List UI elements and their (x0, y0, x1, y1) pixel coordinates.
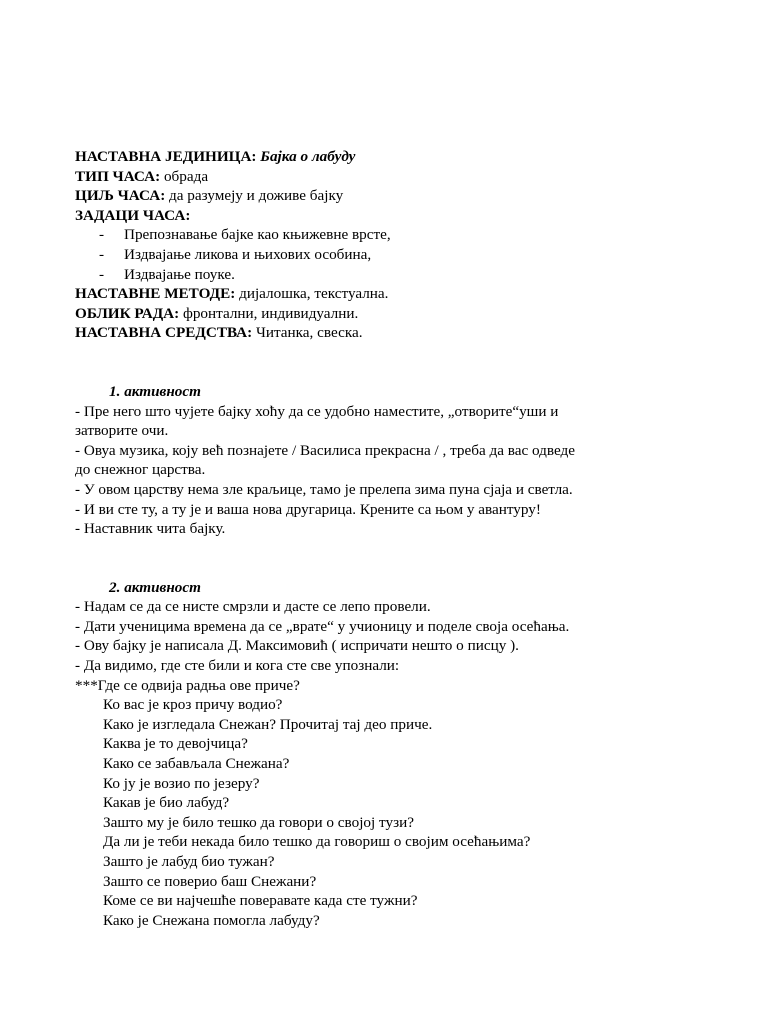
spacer (75, 343, 715, 382)
task-item (75, 245, 715, 265)
type-row (75, 167, 715, 187)
goal-value: да разумеју и доживе бајку (169, 187, 344, 205)
activity1-line: до снежног царства. (75, 461, 206, 479)
type-value: обрада (163, 167, 209, 185)
task-item (75, 225, 715, 245)
question-item: Зашто се поверио баш Снежани? (103, 872, 317, 890)
bullet-dash: - (99, 265, 105, 283)
activity1-line: - Овуа музика, коју већ познајете / Василиса прекрасна / , треба да вас одведе (75, 441, 575, 459)
goal-label: ЦИЉ ЧАСА: (75, 187, 166, 205)
question-item: Какав је био лабуд? (103, 794, 230, 812)
methods-value: дијалошка, текстуална. (239, 285, 389, 303)
activity2-line: - Надам се да се нисте смрзли и дасте се лепо провели. (75, 598, 431, 616)
activity1-title: 1. активност (109, 382, 201, 400)
methods-row (75, 284, 715, 304)
first-question: ***Где се одвија радња ове приче? (75, 676, 300, 694)
means-row (75, 323, 715, 343)
bullet-dash: - (99, 245, 105, 263)
unit-row (75, 147, 715, 167)
question-item: Како је Снежана помогла лабуду? (103, 911, 320, 929)
form-label: ОБЛИК РАДА: (75, 304, 180, 322)
bullet-dash: - (99, 226, 105, 244)
question-item: Ко вас је кроз причу водио? (103, 696, 283, 714)
question-item: Коме се ви најчешће поверавате када сте тужни? (103, 892, 418, 910)
means-label: НАСТАВНА СРЕДСТВА: (75, 324, 253, 342)
task-item (75, 265, 715, 285)
question-item: Како је изгледала Снежан? Прочитај тај део приче. (103, 715, 433, 733)
question-item: Зашто му је било тешко да говори о својој тузи? (103, 813, 414, 831)
form-value: фронтални, индивидуални. (183, 304, 359, 322)
question-item: Зашто је лабуд био тужан? (103, 853, 275, 870)
question-item: Да ли је теби некада било тешко да говориш о својим осећањима? (103, 833, 531, 851)
activity2-title: 2. активност (109, 578, 201, 596)
activity1-line: - У овом царству нема зле краљице, тамо је прелепа зима пуна сјаја и светла. (75, 480, 573, 498)
task-text: Препознавање бајке као књижевне врсте, (124, 226, 391, 244)
spacer (75, 539, 715, 578)
type-label: ТИП ЧАСА: (75, 167, 161, 185)
activity1-line: - Пре него што чујете бајку хоћу да се удобно наместите, „отворите“уши и (75, 402, 559, 420)
question-item: Како се забављала Снежана? (103, 755, 290, 773)
activity2-line: - Дати ученицима времена да се „врате“ у учионицу и поделе своја осећања. (75, 617, 570, 635)
document-page (75, 147, 715, 930)
tasks-label: ЗАДАЦИ ЧАСА: (75, 206, 191, 224)
activity1-line: затворите очи. (75, 422, 169, 440)
methods-label: НАСТАВНЕ МЕТОДЕ: (75, 285, 236, 303)
task-text: Издвајање ликова и њихових особина, (124, 245, 372, 263)
activity1-line: - И ви сте ту, а ту је и ваша нова другарица. Крените са њом у авантуру! (75, 500, 541, 518)
activity2-line: - Да видимо, где сте били и кога сте све упознали: (75, 657, 400, 675)
goal-row (75, 186, 715, 206)
tasks-row (75, 206, 715, 226)
unit-label: НАСТАВНА ЈЕДИНИЦА: (75, 148, 257, 165)
task-text: Издвајање поуке. (124, 265, 235, 283)
activity1-line: - Наставник чита бајку. (75, 520, 226, 538)
question-item: Каква је то девојчица? (103, 735, 248, 753)
activity2-line: - Ову бајку је написала Д. Максимовић ( испричати нешто о писцу ). (75, 637, 519, 655)
means-value: Читанка, свеска. (255, 324, 363, 342)
form-row (75, 304, 715, 324)
question-item: Ко ју је возио по језеру? (103, 774, 260, 792)
unit-value: Бајка о лабуду (260, 148, 356, 165)
